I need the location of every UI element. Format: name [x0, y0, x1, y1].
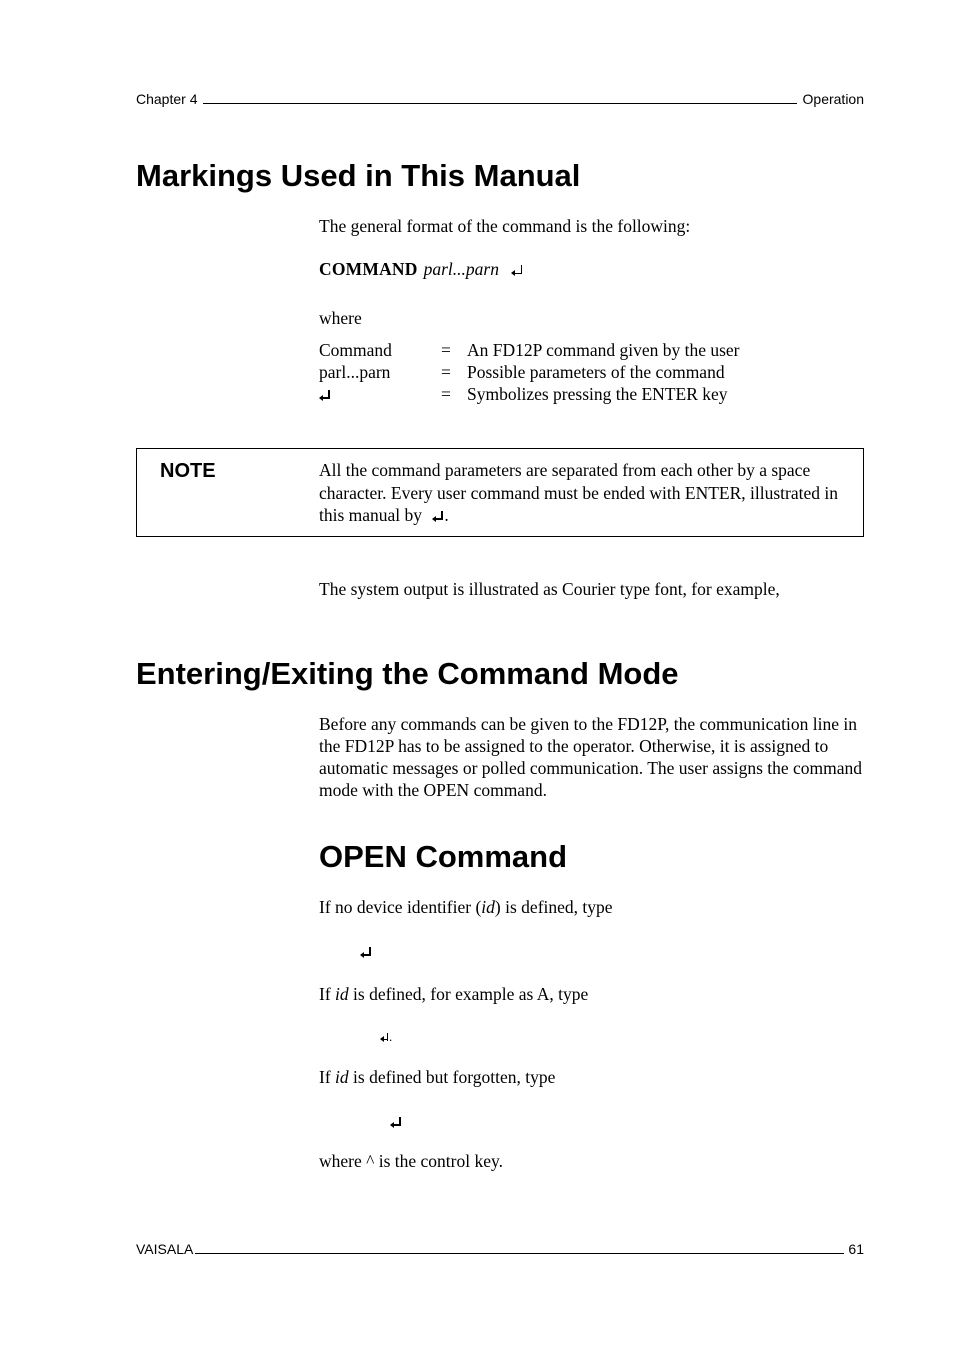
definition-eq: =	[441, 384, 451, 404]
definition-row	[319, 383, 740, 405]
page-number: 61	[848, 1241, 864, 1257]
heading-open-command: OPEN Command	[319, 839, 568, 874]
definition-row	[319, 361, 740, 383]
footer-company: VAISALA	[136, 1241, 194, 1257]
definition-eq: =	[441, 362, 451, 382]
heading-command-mode: Entering/Exiting the Command Mode	[136, 656, 679, 691]
text-span: If no device identifier (	[319, 897, 482, 917]
enter-key-icon	[360, 947, 372, 958]
footer-rule	[195, 1253, 844, 1254]
id-term: id	[335, 1067, 349, 1087]
example-open-3	[390, 1110, 402, 1132]
intro-paragraph: The general format of the command is the following:	[319, 216, 691, 236]
definition-desc: Symbolizes pressing the ENTER key	[467, 384, 728, 404]
open-paragraph-1	[319, 896, 864, 918]
definition-row	[319, 339, 740, 361]
note-text	[319, 459, 849, 527]
example-open-2	[380, 1026, 392, 1048]
control-key-note: where ^ is the control key.	[319, 1151, 503, 1171]
enter-key-icon	[390, 1117, 402, 1128]
example-end: .	[389, 1029, 393, 1044]
open-paragraph-2	[319, 983, 864, 1005]
header-rule	[203, 103, 796, 104]
definition-desc: Possible parameters of the command	[467, 362, 725, 382]
enter-key-icon	[380, 1033, 389, 1042]
text-span: ) is defined, type	[494, 897, 613, 917]
definition-eq: =	[441, 340, 451, 360]
definition-term: parl...parn	[319, 362, 391, 382]
enter-key-icon	[319, 390, 331, 401]
note-end: .	[444, 505, 449, 525]
open-paragraph-3	[319, 1066, 864, 1088]
page-header	[136, 91, 864, 107]
text-span: If	[319, 984, 336, 1004]
header-section: Operation	[802, 91, 864, 107]
command-mode-paragraph: Before any commands can be given to the FD12P, the communication line in the FD12P has to be assigned to the operator. Otherwise, it is assigned to automatic messages or polled communication. The user assigns the command mode with the OPEN command.	[319, 714, 863, 800]
header-chapter: Chapter 4	[136, 91, 198, 107]
where-label: where	[319, 308, 362, 328]
heading-markings: Markings Used in This Manual	[136, 158, 581, 193]
definition-desc: An FD12P command given by the user	[467, 340, 740, 360]
page-footer	[136, 1241, 864, 1257]
definition-term: Command	[319, 340, 392, 360]
command-params: parl...parn	[423, 259, 499, 279]
definition-term	[319, 383, 441, 405]
text-span: is defined, for example as A, type	[348, 984, 589, 1004]
id-term: id	[335, 984, 349, 1004]
enter-key-icon	[432, 511, 444, 522]
note-label: NOTE	[160, 460, 216, 482]
definitions-table	[319, 339, 740, 405]
command-word: COMMAND	[319, 259, 418, 279]
text-span: If	[319, 1067, 336, 1087]
text-span: is defined but forgotten, type	[348, 1067, 556, 1087]
id-term: id	[481, 897, 495, 917]
command-format	[319, 258, 864, 280]
note-body: All the command parameters are separated from each other by a space character. Every user command must be ended with ENTER, illustrated in this manual by	[319, 460, 839, 525]
example-open-1	[360, 940, 372, 962]
enter-key-icon	[511, 265, 523, 276]
output-paragraph: The system output is illustrated as Courier type font, for example,	[319, 579, 780, 599]
note-box	[136, 448, 864, 537]
